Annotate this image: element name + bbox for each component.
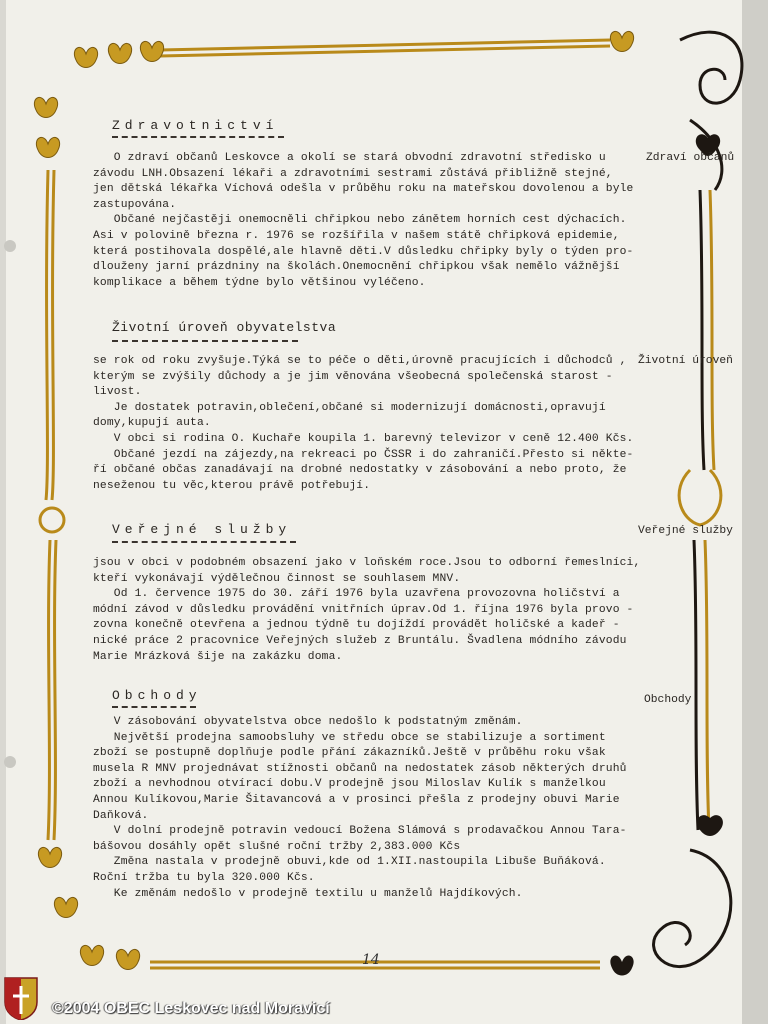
margin-label: Veřejné služby — [638, 525, 733, 537]
section-paragraph: se rok od roku zvyšuje.Týká se to péče o děti,úrovně pracujících i důchodců , kterým se zvýšily důchody a je jim věnována všeobecná společenská starost - livost. Je dostatek potravin,oblečení,občané si modernizují domácnosti,opravují domy,kupují auta. V obci si rodina O. Kuchaře koupila 1. barevný televizor v ceně 12.400 Kčs. Občané jezdí na zájezdy,na rekreaci po ČSSR i do zahraničí.Přesto si někte- ří občané občas zanadávají na drobné nedostatky v zásobování a nebo proto, že neseženou tu věc,kterou právě potřebují. — [93, 355, 634, 492]
margin-label: Zdraví občanů — [646, 152, 735, 164]
section-heading: Životní úroveň obyvatelstva — [112, 320, 337, 335]
section-paragraph: V zásobování obyvatelstva obce nedošlo k podstatným změnám. Největší prodejna samoobsluhy ve středu obce se stabilizuje a sortiment zboží se postupně doplňuje podle přání zákazníků.Ještě v průběhu roku však musela R MNV projednávat stížnosti občanů na nedostatek zásob některých druhů zboží a nevhodnou otvírací dobu.V prodejně jsou Miloslav Kulík s manželkou Annou Kulíkovou,Marie Šitavancová a v prosinci přešla z prodejny obuvi Marie Daňková. V dolní prodejně potravin vedoucí Božena Slámová s prodavačkou Annou Tara- bášovou dosáhly opět slušné roční tržby 2,383.000 Kčs Změna nastala v prodejně obuvi,kde od 1.XII.nastoupila Libuše Buňáková. Roční tržba tu byla 320.000 Kčs. Ke změnám nedošlo v prodejně textilu u manželů Hajdíkových. — [93, 716, 627, 900]
section-paragraph: O zdraví občanů Leskovce a okolí se stará obvodní zdravotní středisko u závodu LNH.Obsazení lékaři a zdravotními sestrami zůstává přibližně stejné, jen dětská lékařka Víchová odešla v průběhu roku na mateřskou dovolenou a byle zastupována. Občané nejčastěji onemocněli chřipkou nebo zánětem horních cest dýchacích. Asi v polovině března r. 1976 se rozšířila v našem státě chřipková epidemie, která postihovala dospělé,ale hlavně děti.V důsledku chřipky byly o týden pro- dlouženy jarní prázdniny na školách.Onemocnění chřipkou však nemělo vážnější komplikace a během týdne bylo většinou vyléčeno. — [93, 152, 634, 289]
margin-label: Obchody — [644, 694, 692, 706]
heading-underline — [112, 541, 296, 543]
section-heading: Veřejné služby — [112, 522, 292, 537]
heading-underline — [112, 706, 196, 708]
coat-of-arms-icon — [3, 976, 39, 1020]
page-number: 14 — [362, 952, 380, 968]
section-heading: Obchody — [112, 688, 202, 703]
copyright-footer: ©2004 OBEC Leskovec nad Moravicí — [52, 1000, 330, 1017]
section-paragraph: jsou v obci v podobném obsazení jako v loňském roce.Jsou to odborní řemeslníci, kteří vykonávají výdělečnou činnost se souhlasem MNV. Od 1. července 1975 do 30. září 1976 byla uzavřena provozovna holičství a módní závod v důsledku provádění vnitřních úprav.Od 1. října 1976 byla provo - zovna konečně otevřena a jednou týdně tu dojíždí provádět holičské a kadeř - nické práce 2 pracovnice Veřejných služeb z Bruntálu. Švadlena módního závodu Marie Mrázková šije na zakázku doma. — [93, 557, 641, 663]
heading-underline — [112, 136, 284, 138]
heading-underline — [112, 340, 298, 342]
margin-label: Životní úroveň — [638, 355, 733, 367]
section-heading: Zdravotnictví — [112, 118, 279, 133]
